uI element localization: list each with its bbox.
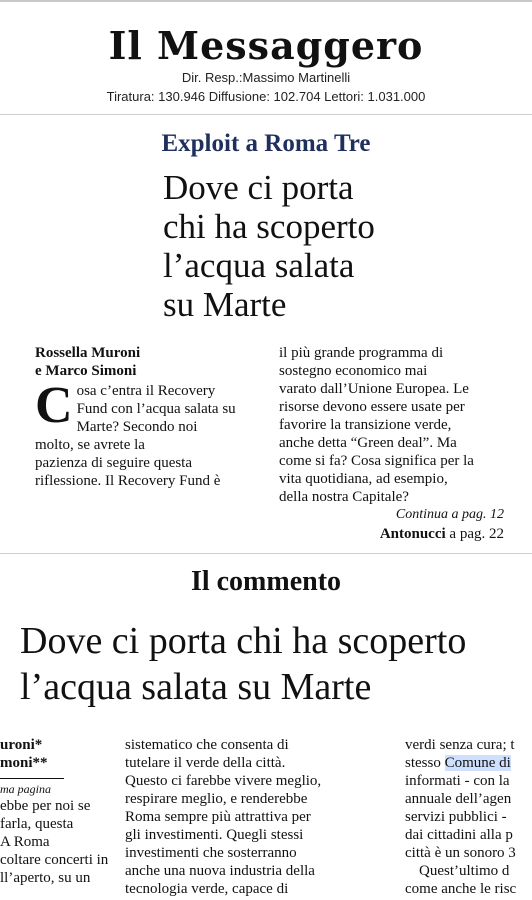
section-title: Il commento — [190, 566, 342, 597]
director-line: Dir. Resp.:Massimo Martinelli — [181, 70, 351, 85]
divider — [0, 114, 532, 115]
article-right-column: il più grande programma di sostegno economico mai varato dall’Unione Europea. Le risorse devono essere usate per favorire la transizione verde, anche detta “Green deal”. Ma come si fa? Cosa significa per la vita quotidiana, ad esempio, della nostra Capitale? — [279, 345, 474, 505]
text-selection[interactable]: Comune di — [444, 755, 511, 771]
drop-cap: C — [35, 377, 73, 434]
highlighted-line: stesso Comune di — [405, 755, 511, 771]
article-headline — [163, 168, 523, 324]
author-line: Rossella Muroni — [35, 345, 141, 361]
commento-column-3: verdi senza cura; t stesso Comune di informati - con la annuale dell’agen servizi pubblici - dai cittadini alla p città è un sonoro 3 Quest’ultimo d come anche le risc — [405, 736, 532, 898]
divider — [0, 553, 532, 554]
headline-line: chi ha scoperto — [163, 207, 375, 246]
headline-line: l’acqua salata — [163, 246, 355, 285]
author-line: e Marco Simoni — [35, 363, 137, 379]
commento-column-2: sistematico che consenta di tutelare il verde della città. Questo ci farebbe vivere meglio, respirare meglio, e renderebbe Roma sempre più attrattiva per gli investimenti. Quegli stessi investimenti che sosterranno anche una nuova industria della tecnologia verde, capace di — [125, 737, 322, 897]
headline-line: su Marte — [163, 285, 287, 324]
commento-headline: Dove ci porta chi ha scoperto l’acqua salata su Marte — [20, 620, 467, 708]
antonucci-reference[interactable]: Antonucci a pag. 22 — [379, 526, 504, 542]
circulation-line: Tiratura: 130.946 Diffusione: 102.704 Lettori: 1.031.000 — [106, 89, 426, 104]
article-body-left: C osa c’entra il Recovery Fund con l’acqua salata su Marte? Secondo noi molto, se avrete la pazienza di seguire questa riflessione. Il Recovery Fund è — [35, 377, 236, 489]
article-kicker: Exploit a Roma Tre — [161, 130, 371, 157]
top-border — [0, 0, 532, 2]
masthead-logo: Il Messaggero — [108, 23, 424, 68]
continua-link[interactable]: Continua a pag. 12 — [395, 507, 504, 522]
headline-line: Dove ci porta — [163, 168, 354, 207]
commento-column-1: uroni* moni** ma pagina ebbe per noi se farla, questa A Roma coltare concerti in ll’aperto, su un — [0, 737, 109, 886]
note-rule — [0, 778, 64, 779]
article-left-column — [35, 344, 265, 490]
